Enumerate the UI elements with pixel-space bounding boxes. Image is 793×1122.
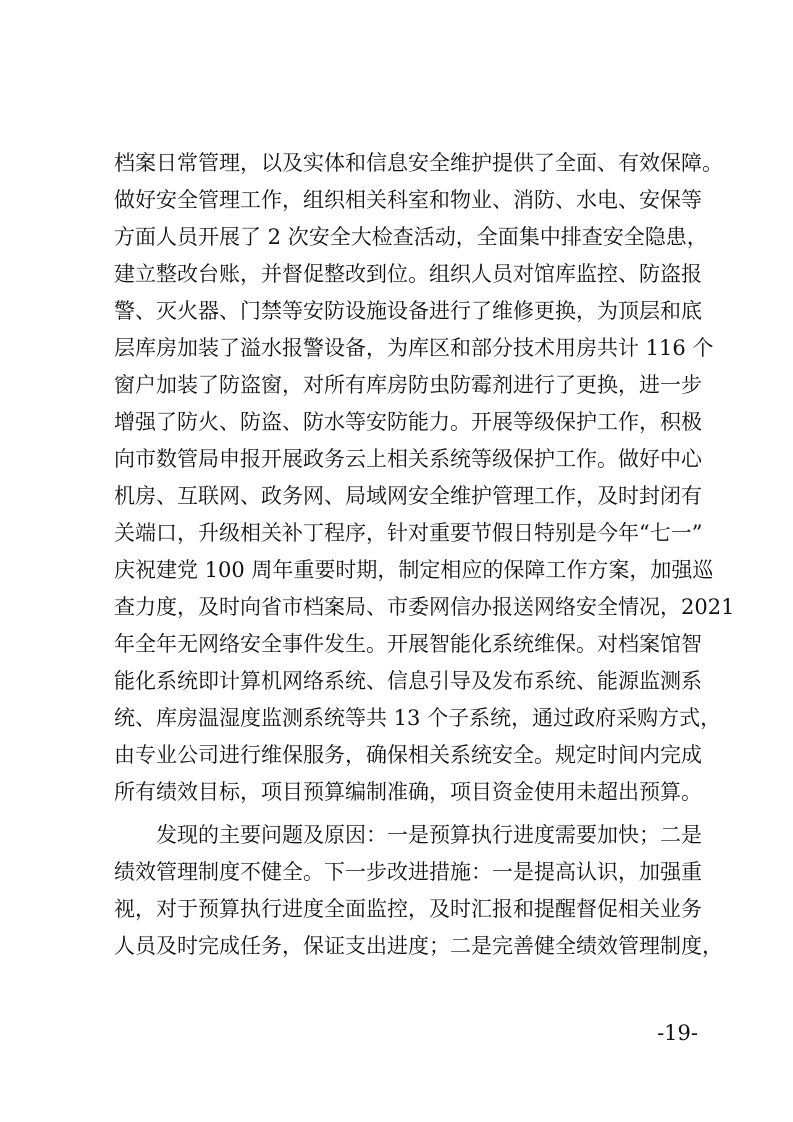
paragraph-1-line-2: 做好安全管理工作，组织相关科室和物业、消防、水电、安保等 [114, 188, 702, 212]
paragraph-2-line-1: 发现的主要问题及原因：一是预算执行进度需要加快；二是 [156, 823, 702, 847]
paragraph-1-line-1: 档案日常管理，以及实体和信息安全维护提供了全面、有效保障。 [114, 151, 723, 175]
paragraph-1-line-5: 警、灭火器、门禁等安防设施设备进行了维修更换，为顶层和底 [114, 299, 702, 323]
paragraph-1-line-3: 方面人员开展了 2 次安全大检查活动，全面集中排查安全隐患， [114, 225, 708, 249]
paragraph-1-line-10: 机房、互联网、政务网、局域网安全维护管理工作，及时封闭有 [114, 484, 702, 508]
paragraph-1-line-15: 能化系统即计算机网络系统、信息引导及发布系统、能源监测系 [114, 669, 702, 693]
paragraph-2-line-3: 视，对于预算执行进度全面监控，及时汇报和提醒督促相关业务 [114, 897, 702, 921]
paragraph-1-line-18: 所有绩效目标，项目预算编制准确，项目资金使用未超出预算。 [114, 780, 702, 804]
paragraph-1-line-6: 层库房加装了溢水报警设备，为库区和部分技术用房共计 116 个 [114, 336, 714, 360]
page-number: -19- [657, 1021, 698, 1045]
paragraph-1-line-12: 庆祝建党 100 周年重要时期，制定相应的保障工作方案，加强巡 [114, 558, 714, 582]
paragraph-2-line-2: 绩效管理制度不健全。下一步改进措施：一是提高认识，加强重 [114, 860, 702, 884]
paragraph-1-line-7: 窗户加装了防盗窗，对所有库房防虫防霉剂进行了更换，进一步 [114, 373, 702, 397]
paragraph-1-line-14: 年全年无网络安全事件发生。开展智能化系统维保。对档案馆智 [114, 632, 702, 656]
paragraph-1-line-16: 统、库房温湿度监测系统等共 13 个子系统，通过政府采购方式， [114, 706, 722, 730]
paragraph-2-line-4: 人员及时完成任务，保证支出进度；二是完善健全绩效管理制度， [114, 934, 723, 958]
paragraph-1-line-9: 向市数管局申报开展政务云上相关系统等级保护工作。做好中心 [114, 447, 702, 471]
paragraph-1-line-13: 查力度，及时向省市档案局、市委网信办报送网络安全情况，2021 [114, 595, 735, 619]
paragraph-1-line-17: 由专业公司进行维保服务，确保相关系统安全。规定时间内完成 [114, 743, 702, 767]
paragraph-1-line-4: 建立整改台账，并督促整改到位。组织人员对馆库监控、防盗报 [114, 262, 702, 286]
paragraph-1-line-11: 关端口，升级相关补丁程序，针对重要节假日特别是今年“七一” [114, 521, 703, 545]
paragraph-1-line-8: 增强了防火、防盗、防水等安防能力。开展等级保护工作，积极 [114, 410, 702, 434]
